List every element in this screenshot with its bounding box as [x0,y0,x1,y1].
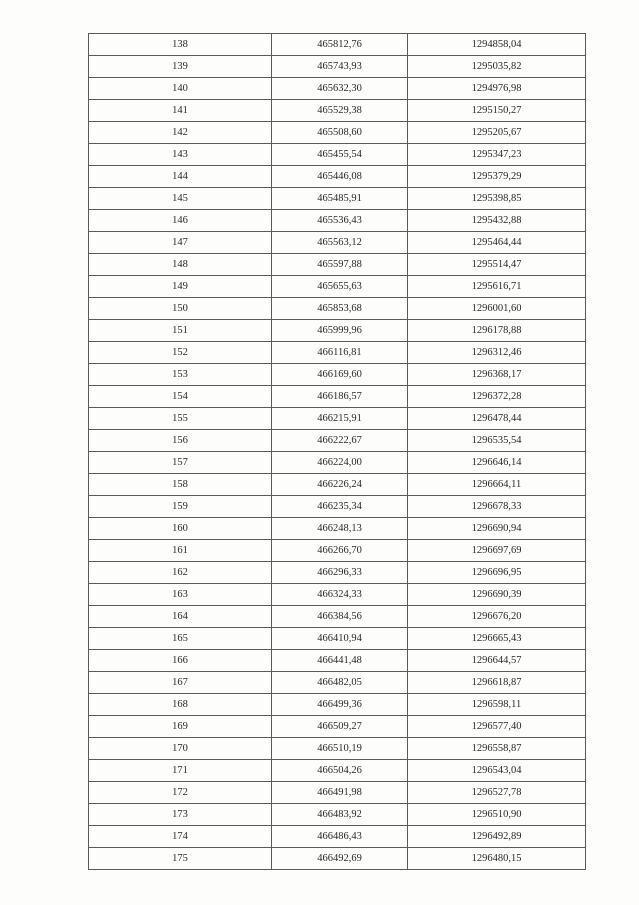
x-coordinate-cell: 466483,92 [272,804,408,826]
point-number-cell: 152 [89,342,272,364]
table-row [89,628,586,650]
x-coordinate-cell: 466499,36 [272,694,408,716]
y-coordinate-cell: 1295150,27 [408,100,586,122]
y-coordinate-cell: 1296665,43 [408,628,586,650]
y-coordinate-cell: 1295205,67 [408,122,586,144]
y-coordinate-cell: 1296478,44 [408,408,586,430]
y-coordinate-cell: 1296372,28 [408,386,586,408]
point-number-cell: 145 [89,188,272,210]
point-number-cell: 156 [89,430,272,452]
table-row [89,518,586,540]
x-coordinate-cell: 466226,24 [272,474,408,496]
table-row [89,716,586,738]
x-coordinate-cell: 466296,33 [272,562,408,584]
x-coordinate-cell: 465597,88 [272,254,408,276]
table-row [89,188,586,210]
point-number-cell: 164 [89,606,272,628]
table-row [89,540,586,562]
x-coordinate-cell: 466492,69 [272,848,408,870]
table-row [89,672,586,694]
x-coordinate-cell: 466491,98 [272,782,408,804]
x-coordinate-cell: 465563,12 [272,232,408,254]
point-number-cell: 158 [89,474,272,496]
point-number-cell: 163 [89,584,272,606]
table-row [89,144,586,166]
y-coordinate-cell: 1295432,88 [408,210,586,232]
y-coordinate-cell: 1295514,47 [408,254,586,276]
table-row [89,166,586,188]
x-coordinate-cell: 466235,34 [272,496,408,518]
x-coordinate-cell: 466410,94 [272,628,408,650]
point-number-cell: 169 [89,716,272,738]
point-number-cell: 165 [89,628,272,650]
table-row [89,430,586,452]
table-row [89,584,586,606]
y-coordinate-cell: 1296690,39 [408,584,586,606]
point-number-cell: 148 [89,254,272,276]
y-coordinate-cell: 1294976,98 [408,78,586,100]
table-row [89,34,586,56]
y-coordinate-cell: 1295379,29 [408,166,586,188]
point-number-cell: 150 [89,298,272,320]
y-coordinate-cell: 1294858,04 [408,34,586,56]
x-coordinate-cell: 466482,05 [272,672,408,694]
y-coordinate-cell: 1295616,71 [408,276,586,298]
table-row [89,254,586,276]
x-coordinate-cell: 465632,30 [272,78,408,100]
table-row [89,298,586,320]
table-row [89,782,586,804]
x-coordinate-cell: 466384,56 [272,606,408,628]
y-coordinate-cell: 1296644,57 [408,650,586,672]
y-coordinate-cell: 1296678,33 [408,496,586,518]
table-row [89,474,586,496]
table-row [89,848,586,870]
x-coordinate-cell: 466504,26 [272,760,408,782]
table-row [89,826,586,848]
coordinates-table [88,33,586,870]
y-coordinate-cell: 1296510,90 [408,804,586,826]
y-coordinate-cell: 1296646,14 [408,452,586,474]
y-coordinate-cell: 1296577,40 [408,716,586,738]
point-number-cell: 162 [89,562,272,584]
y-coordinate-cell: 1296598,11 [408,694,586,716]
coordinates-table-wrapper [88,33,584,870]
table-row [89,804,586,826]
x-coordinate-cell: 465743,93 [272,56,408,78]
coordinates-table-body [89,34,586,870]
x-coordinate-cell: 466509,27 [272,716,408,738]
point-number-cell: 167 [89,672,272,694]
table-row [89,606,586,628]
point-number-cell: 166 [89,650,272,672]
table-row [89,694,586,716]
y-coordinate-cell: 1296535,54 [408,430,586,452]
y-coordinate-cell: 1296543,04 [408,760,586,782]
point-number-cell: 172 [89,782,272,804]
point-number-cell: 160 [89,518,272,540]
y-coordinate-cell: 1296618,87 [408,672,586,694]
x-coordinate-cell: 465536,43 [272,210,408,232]
table-row [89,738,586,760]
point-number-cell: 140 [89,78,272,100]
point-number-cell: 175 [89,848,272,870]
y-coordinate-cell: 1295398,85 [408,188,586,210]
point-number-cell: 147 [89,232,272,254]
y-coordinate-cell: 1296178,88 [408,320,586,342]
point-number-cell: 139 [89,56,272,78]
x-coordinate-cell: 465455,54 [272,144,408,166]
x-coordinate-cell: 466186,57 [272,386,408,408]
x-coordinate-cell: 466169,60 [272,364,408,386]
table-row [89,364,586,386]
y-coordinate-cell: 1296690,94 [408,518,586,540]
table-row [89,232,586,254]
x-coordinate-cell: 466324,33 [272,584,408,606]
point-number-cell: 171 [89,760,272,782]
table-row [89,452,586,474]
y-coordinate-cell: 1295035,82 [408,56,586,78]
x-coordinate-cell: 465485,91 [272,188,408,210]
x-coordinate-cell: 465446,08 [272,166,408,188]
point-number-cell: 151 [89,320,272,342]
point-number-cell: 138 [89,34,272,56]
table-row [89,650,586,672]
x-coordinate-cell: 466222,67 [272,430,408,452]
y-coordinate-cell: 1296001,60 [408,298,586,320]
y-coordinate-cell: 1295347,23 [408,144,586,166]
table-row [89,122,586,144]
table-row [89,408,586,430]
y-coordinate-cell: 1296558,87 [408,738,586,760]
point-number-cell: 142 [89,122,272,144]
y-coordinate-cell: 1296676,20 [408,606,586,628]
point-number-cell: 149 [89,276,272,298]
point-number-cell: 157 [89,452,272,474]
point-number-cell: 153 [89,364,272,386]
y-coordinate-cell: 1296664,11 [408,474,586,496]
y-coordinate-cell: 1296527,78 [408,782,586,804]
y-coordinate-cell: 1296697,69 [408,540,586,562]
y-coordinate-cell: 1296696,95 [408,562,586,584]
table-row [89,562,586,584]
point-number-cell: 161 [89,540,272,562]
point-number-cell: 146 [89,210,272,232]
point-number-cell: 168 [89,694,272,716]
x-coordinate-cell: 465508,60 [272,122,408,144]
point-number-cell: 154 [89,386,272,408]
point-number-cell: 141 [89,100,272,122]
y-coordinate-cell: 1296492,89 [408,826,586,848]
point-number-cell: 174 [89,826,272,848]
table-row [89,496,586,518]
table-row [89,320,586,342]
x-coordinate-cell: 466486,43 [272,826,408,848]
x-coordinate-cell: 466266,70 [272,540,408,562]
table-row [89,342,586,364]
x-coordinate-cell: 465853,68 [272,298,408,320]
table-row [89,386,586,408]
table-row [89,760,586,782]
table-row [89,56,586,78]
x-coordinate-cell: 466215,91 [272,408,408,430]
x-coordinate-cell: 465812,76 [272,34,408,56]
table-row [89,276,586,298]
table-row [89,210,586,232]
x-coordinate-cell: 466224,00 [272,452,408,474]
y-coordinate-cell: 1296312,46 [408,342,586,364]
y-coordinate-cell: 1296368,17 [408,364,586,386]
x-coordinate-cell: 465999,96 [272,320,408,342]
x-coordinate-cell: 466116,81 [272,342,408,364]
x-coordinate-cell: 466441,48 [272,650,408,672]
point-number-cell: 144 [89,166,272,188]
point-number-cell: 173 [89,804,272,826]
point-number-cell: 159 [89,496,272,518]
table-row [89,78,586,100]
x-coordinate-cell: 466248,13 [272,518,408,540]
y-coordinate-cell: 1296480,15 [408,848,586,870]
y-coordinate-cell: 1295464,44 [408,232,586,254]
table-row [89,100,586,122]
point-number-cell: 143 [89,144,272,166]
point-number-cell: 170 [89,738,272,760]
point-number-cell: 155 [89,408,272,430]
x-coordinate-cell: 466510,19 [272,738,408,760]
x-coordinate-cell: 465529,38 [272,100,408,122]
x-coordinate-cell: 465655,63 [272,276,408,298]
